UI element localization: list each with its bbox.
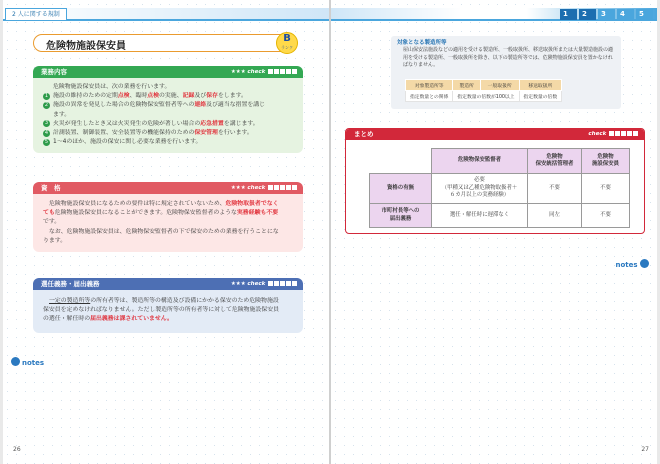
text: 及び適当な措置を講じ	[206, 102, 266, 109]
aside-header-cell: 対象製造所等	[406, 80, 453, 91]
checkbox-3[interactable]	[280, 185, 285, 190]
aside-table	[405, 79, 562, 102]
number-badge: 1	[44, 92, 49, 99]
duty-item	[43, 120, 295, 129]
summary-table	[369, 148, 630, 228]
paragraph-line: 保安員を定めなければなりません。ただし製造所等の所有者等に対して危険物施設保安員	[43, 307, 279, 314]
highlight: ても	[43, 210, 55, 217]
paragraph-line: なお、危険物施設保安員は、危険物保安監督者の下で保安のための業務を行うことにな	[49, 228, 279, 235]
text: 危険物施設保安員になることができます。危険物保安監督者のような	[54, 210, 237, 217]
duties-intro: 危険物施設保安員は、次の業務を行います。	[53, 84, 171, 90]
text: を行います。	[217, 130, 253, 137]
page-tab-1[interactable]: 1	[560, 9, 577, 20]
checkbox-4[interactable]	[286, 69, 291, 74]
page-tab-4[interactable]: 4	[617, 9, 634, 20]
qualification-box	[33, 182, 303, 252]
check-boxes	[231, 278, 297, 290]
checkbox-1[interactable]	[268, 185, 273, 190]
column-header: 危険物 施設保安員	[582, 149, 630, 174]
table-cell: 必要 （甲種又は乙種危険物取扱者＋ ６カ月以上の実務経験）	[432, 174, 528, 204]
checkbox-3[interactable]	[621, 131, 626, 136]
summary-box	[345, 128, 645, 234]
paragraph-line	[43, 315, 295, 324]
text: ます。	[53, 111, 71, 118]
appointment-header	[33, 278, 303, 290]
highlight: 応急措置	[200, 120, 224, 127]
highlight: 届出義務は課されていません。	[90, 316, 173, 323]
check-boxes	[231, 182, 297, 194]
qualification-body	[33, 194, 303, 252]
aside-text: 屋山保安法施設などの適用を受ける製造所、一般取扱所、移送取扱所または大量製造施設の適用を受ける製造所、一般取扱所を除き、以下の製造所等では、危険物施設保安員を置かなければなりません。	[403, 47, 614, 68]
duties-box	[33, 66, 303, 153]
text: の所有者等は、製造所等の構造及び設備にかかる保安のため危険物施設	[90, 298, 279, 304]
checkbox-4[interactable]	[627, 131, 632, 136]
paragraph-line	[43, 209, 295, 218]
checkbox-5[interactable]	[633, 131, 638, 136]
text: 施設の維持のための定期	[53, 93, 118, 100]
appointment-body	[33, 290, 303, 333]
check-boxes	[231, 66, 297, 78]
duty-item	[43, 138, 295, 147]
text: 施設の異常を発見した場合の危険物保安監督者等への	[53, 102, 195, 109]
duties-header	[33, 66, 303, 78]
notes-text: notes	[615, 261, 638, 269]
checkbox-4[interactable]	[286, 281, 291, 286]
number-badge: 4	[44, 129, 49, 136]
checkbox-1[interactable]	[268, 69, 273, 74]
column-header: 危険物 保安統括管理者	[528, 149, 582, 174]
check-label: check	[588, 131, 607, 137]
rank-sub: ランク	[281, 45, 293, 50]
checkbox-3[interactable]	[280, 69, 285, 74]
checkbox-2[interactable]	[274, 185, 279, 190]
aside-header-cell: 移送取扱所	[519, 80, 562, 91]
summary-heading: まとめ	[354, 130, 374, 138]
text: 及び	[194, 93, 207, 100]
check-label: check	[247, 69, 266, 75]
checkbox-5[interactable]	[292, 281, 297, 286]
notes-label	[11, 357, 44, 367]
checkbox-3[interactable]	[280, 281, 285, 286]
notes-icon	[640, 259, 649, 268]
highlight: 点検	[147, 93, 160, 100]
text: 危険物施設保安員になるための要件は特に規定されていないため、	[49, 201, 226, 207]
checkbox-5[interactable]	[292, 69, 297, 74]
aside-tag: 対象となる製造所等	[397, 40, 447, 46]
page-number: 26	[13, 446, 21, 453]
notes-icon	[11, 357, 20, 366]
text: の選任・解任時の	[43, 316, 91, 323]
highlight: 実務経験も不要	[236, 210, 279, 217]
rank-badge	[276, 32, 298, 54]
highlight: 保安管理	[194, 130, 218, 137]
row-header: 資格の有無	[370, 174, 432, 204]
blank-cell	[370, 149, 432, 174]
star-rating: ★★★	[230, 69, 246, 75]
text: を講じます。	[223, 120, 259, 127]
paragraph-line: です。	[43, 219, 61, 226]
aside-header-cell: 一般取扱所	[480, 80, 519, 91]
target-facilities-aside	[391, 36, 621, 109]
number-badge: 2	[44, 101, 49, 108]
summary-header	[346, 129, 644, 140]
paragraph-line: ります。	[43, 237, 67, 244]
star-rating: ★★★	[230, 185, 246, 191]
table-cell: 選任・解任時に遅滞なく	[432, 204, 528, 228]
rank-letter: B	[283, 33, 291, 44]
highlight: 記録	[182, 93, 195, 100]
page-number: 27	[641, 446, 649, 453]
appointment-box	[33, 278, 303, 333]
page-title: 危険物施設保安員	[46, 41, 126, 52]
checkbox-5[interactable]	[292, 185, 297, 190]
paragraph-line	[43, 200, 295, 209]
text: 火災が発生したとき又は火災発生の危険が著しい場合の	[53, 120, 201, 127]
highlight: 点検	[117, 93, 130, 100]
underlined-text: 製造所等	[66, 298, 91, 304]
highlight: 保存	[206, 93, 218, 100]
duty-item	[43, 129, 295, 138]
table-cell: 不要	[582, 174, 630, 204]
checkbox-2[interactable]	[615, 131, 620, 136]
aside-cell: 指定数量の倍数が100以上	[453, 91, 519, 102]
checkbox-1[interactable]	[609, 131, 614, 136]
page-tab-3[interactable]: 3	[598, 9, 615, 20]
notes-text: notes	[22, 359, 45, 367]
table-cell: 同左	[528, 204, 582, 228]
highlight: 連絡	[194, 102, 207, 109]
highlight: 危険物取扱者でなく	[225, 201, 279, 207]
check-boxes	[588, 129, 638, 140]
number-badge: 3	[44, 120, 49, 127]
checkbox-2[interactable]	[274, 281, 279, 286]
table-cell: 不要	[528, 174, 582, 204]
text: の実施、	[159, 93, 183, 100]
table-cell: 不要	[582, 204, 630, 228]
aside-row-label: 指定数量との関係	[406, 91, 453, 102]
check-label: check	[247, 281, 266, 287]
checkbox-2[interactable]	[274, 69, 279, 74]
duties-heading: 業務内容	[41, 68, 67, 76]
paragraph-line	[43, 297, 295, 306]
number-badge: 5	[44, 138, 49, 145]
text: 一定の	[49, 298, 67, 304]
duty-item	[43, 101, 295, 110]
text: 、臨時	[129, 93, 148, 100]
duty-item	[43, 92, 295, 101]
text: をします。	[217, 93, 247, 100]
left-page	[3, 0, 329, 464]
page-tab-5[interactable]: 5	[636, 9, 653, 20]
star-rating: ★★★	[230, 281, 246, 287]
checkbox-4[interactable]	[286, 185, 291, 190]
notes-label	[616, 259, 652, 269]
right-page	[331, 0, 657, 464]
page-tab-2[interactable]: 2	[579, 9, 596, 20]
duties-body	[33, 78, 303, 153]
column-header: 危険物保安監督者	[432, 149, 528, 174]
aside-header-cell: 製造所	[453, 80, 480, 91]
aside-cell: 指定数量の倍数	[519, 91, 562, 102]
page-tabs	[560, 9, 653, 20]
check-label: check	[247, 185, 266, 191]
appointment-heading: 選任義務・届出義務	[41, 280, 100, 288]
text: 1～4のほか、施設の保安に関し必要な業務を行います。	[53, 139, 202, 146]
section-title-box	[33, 34, 291, 52]
chapter-header	[3, 8, 329, 21]
text: 計測装置、制御装置、安全装置等の機能保持のための	[53, 130, 195, 137]
row-header: 市町村長等への 届出義務	[370, 204, 432, 228]
qualification-heading: 資 格	[41, 184, 61, 192]
checkbox-1[interactable]	[268, 281, 273, 286]
qualification-header	[33, 182, 303, 194]
chapter-tag: 2 人に関する規制	[5, 8, 67, 21]
